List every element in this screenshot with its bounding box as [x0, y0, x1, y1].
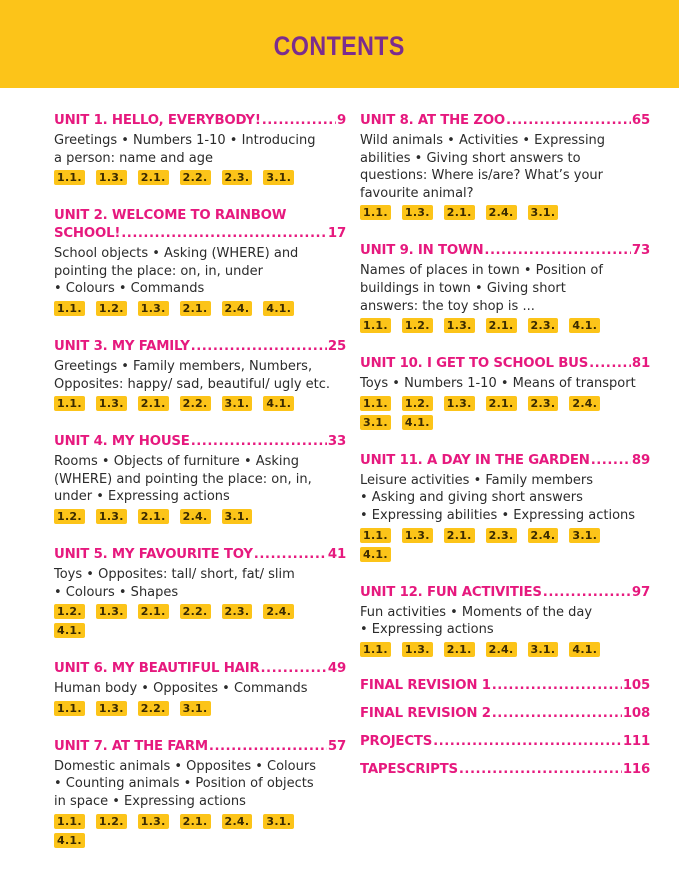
skill-tag: 2.4. — [180, 509, 211, 524]
unit-entry — [54, 546, 346, 642]
skill-tag: 1.2. — [54, 509, 85, 524]
unit-title-row — [54, 338, 346, 356]
final-entry — [360, 705, 650, 723]
description-line: • Colours • Shapes — [54, 584, 179, 600]
description-line: under • Expressing actions — [54, 489, 230, 505]
final-title[interactable] — [360, 677, 650, 695]
page-number: 49 — [327, 661, 346, 677]
final-title-row — [360, 733, 650, 751]
page-number: 111 — [622, 733, 650, 749]
unit-entry — [54, 338, 346, 415]
skill-tag: 2.1. — [138, 604, 169, 619]
unit-entry — [360, 584, 650, 661]
leader-dots — [433, 733, 622, 751]
skill-tag: 3.1. — [263, 814, 294, 829]
skill-tag: 2.2. — [138, 701, 169, 716]
unit-description — [360, 132, 650, 202]
unit-title-text: UNIT 8. AT THE ZOO — [360, 113, 506, 128]
unit-title[interactable] — [360, 112, 650, 130]
unit-entry — [360, 355, 650, 434]
skill-tag: 4.1. — [569, 318, 600, 333]
unit-title[interactable] — [54, 338, 346, 356]
header-banner — [0, 0, 679, 88]
skill-tags — [54, 170, 346, 189]
skill-tag: 2.3. — [486, 528, 517, 543]
final-title[interactable] — [360, 733, 650, 751]
page-title: CONTENTS — [273, 30, 406, 61]
skill-tag: 1.2. — [96, 814, 127, 829]
skill-tags — [360, 528, 650, 566]
unit-title-row — [54, 433, 346, 451]
skill-tag: 4.1. — [569, 642, 600, 657]
skill-tag: 1.2. — [96, 301, 127, 316]
unit-title-row — [54, 660, 346, 678]
skill-tag: 4.1. — [402, 415, 433, 430]
skill-tag: 4.1. — [54, 833, 85, 848]
final-title-row — [360, 677, 650, 695]
skill-tag: 2.1. — [444, 642, 475, 657]
description-line: • Colours • Commands — [54, 281, 205, 297]
skill-tag: 1.3. — [138, 814, 169, 829]
unit-entry — [54, 207, 346, 320]
leader-dots — [191, 433, 327, 451]
description-line: Domestic animals • Opposites • Colours — [54, 758, 316, 774]
page-number: 97 — [631, 584, 650, 600]
skill-tag: 2.4. — [528, 528, 559, 543]
description-line: School objects • Asking (WHERE) and — [54, 246, 299, 262]
skill-tags — [54, 604, 346, 642]
skill-tag: 2.4. — [263, 604, 294, 619]
unit-title-line: UNIT 2. WELCOME TO RAINBOW — [54, 208, 287, 224]
unit-description — [360, 472, 650, 525]
unit-title-row — [54, 225, 346, 243]
skill-tags — [360, 642, 650, 661]
page-number: 116 — [622, 761, 650, 777]
skill-tags — [54, 509, 346, 528]
skill-tag: 2.4. — [222, 814, 253, 829]
description-line: • Counting animals • Position of objects — [54, 776, 314, 792]
skill-tags — [54, 396, 346, 415]
unit-title-text: UNIT 7. AT THE FARM — [54, 738, 208, 754]
skill-tag: 3.1. — [528, 642, 559, 657]
skill-tag: 1.1. — [360, 205, 391, 220]
left-column — [54, 112, 346, 870]
unit-title[interactable] — [360, 452, 650, 470]
unit-title-text: UNIT 9. IN TOWN — [360, 243, 484, 259]
final-title[interactable] — [360, 761, 650, 779]
unit-entry — [360, 112, 650, 224]
skill-tag: 2.1. — [138, 509, 169, 524]
unit-title-row — [360, 584, 650, 602]
skill-tag: 1.3. — [402, 205, 433, 220]
final-title-text: FINAL REVISION 1 — [360, 677, 491, 693]
page-number: 81 — [631, 356, 650, 372]
page-number: 105 — [622, 677, 650, 693]
leader-dots — [492, 677, 622, 695]
unit-title-row — [54, 546, 346, 564]
description-line: Greetings • Family members, Numbers, — [54, 358, 313, 374]
unit-entry — [54, 112, 346, 189]
leader-dots — [484, 242, 631, 260]
right-column — [360, 112, 650, 789]
unit-title-text: UNIT 11. A DAY IN THE GARDEN — [360, 452, 590, 468]
leader-dots — [459, 761, 622, 779]
skill-tag: 4.1. — [263, 301, 294, 316]
page-number: 9 — [336, 113, 346, 128]
final-title-text: FINAL REVISION 2 — [360, 705, 491, 721]
leader-dots — [492, 705, 622, 723]
skill-tag: 2.1. — [486, 396, 517, 411]
description-line: buildings in town • Giving short — [360, 280, 566, 296]
skill-tag: 2.3. — [222, 170, 253, 185]
page-number: 108 — [622, 705, 650, 721]
unit-description — [54, 758, 346, 811]
skill-tags — [54, 814, 346, 852]
unit-title-text: UNIT 6. MY BEAUTIFUL HAIR — [54, 661, 260, 677]
final-title-text: TAPESCRIPTS — [360, 761, 458, 777]
description-line: abilities • Giving short answers to — [360, 150, 581, 166]
description-line: answers: the toy shop is ... — [360, 298, 535, 314]
skill-tag: 3.1. — [222, 509, 253, 524]
skill-tag: 3.1. — [360, 415, 391, 430]
unit-title[interactable] — [54, 738, 346, 756]
description-line: • Expressing abilities • Expressing actions — [360, 507, 636, 523]
unit-description — [54, 245, 346, 298]
skill-tag: 2.3. — [528, 396, 559, 411]
final-title[interactable] — [360, 705, 650, 723]
unit-description — [54, 680, 346, 698]
page-number: 89 — [631, 452, 650, 468]
unit-title[interactable] — [54, 546, 346, 564]
unit-description — [54, 358, 346, 393]
unit-title[interactable] — [54, 112, 346, 130]
skill-tags — [54, 701, 346, 720]
unit-description — [54, 566, 346, 601]
skill-tag: 1.3. — [96, 604, 127, 619]
description-line: Human body • Opposites • Commands — [54, 681, 308, 697]
skill-tag: 2.2. — [180, 170, 211, 185]
skill-tag: 1.2. — [402, 396, 433, 411]
unit-title-row — [360, 112, 650, 130]
skill-tag: 1.3. — [96, 509, 127, 524]
skill-tag: 2.4. — [486, 642, 517, 657]
skill-tag: 1.3. — [402, 642, 433, 657]
description-line: questions: Where is/are? What’s your — [360, 168, 603, 184]
leader-dots — [191, 338, 327, 356]
unit-title-text: UNIT 4. MY HOUSE — [54, 434, 190, 450]
skill-tags — [360, 318, 650, 337]
page-number: 41 — [327, 546, 346, 562]
skill-tag: 1.1. — [54, 814, 85, 829]
description-line: Names of places in town • Position of — [360, 263, 603, 279]
unit-entry — [360, 452, 650, 566]
unit-title-row — [54, 112, 346, 130]
unit-title[interactable] — [360, 355, 650, 373]
leader-dots — [262, 112, 336, 130]
final-entry — [360, 761, 650, 779]
skill-tag: 2.1. — [180, 814, 211, 829]
leader-dots — [254, 546, 327, 564]
skill-tag: 2.2. — [180, 396, 211, 411]
final-title-row — [360, 705, 650, 723]
skill-tag: 3.1. — [528, 205, 559, 220]
description-line: Rooms • Objects of furniture • Asking — [54, 454, 300, 470]
unit-entry — [54, 738, 346, 852]
skill-tags — [360, 396, 650, 434]
skill-tag: 4.1. — [54, 623, 85, 638]
unit-entry — [54, 433, 346, 528]
unit-title[interactable] — [360, 584, 650, 602]
skill-tag: 1.3. — [402, 528, 433, 543]
page-number: 25 — [327, 338, 346, 354]
final-entry — [360, 677, 650, 695]
final-entry — [360, 733, 650, 751]
unit-description — [360, 604, 650, 639]
skill-tag: 2.2. — [180, 604, 211, 619]
skill-tag: 4.1. — [263, 396, 294, 411]
skill-tag: 1.3. — [96, 701, 127, 716]
skill-tag: 3.1. — [569, 528, 600, 543]
skill-tag: 1.3. — [444, 396, 475, 411]
skill-tag: 2.4. — [222, 301, 253, 316]
unit-entry — [54, 660, 346, 720]
unit-title-row — [54, 738, 346, 756]
page-number: 73 — [631, 243, 650, 259]
description-line: Leisure activities • Family members — [360, 472, 594, 488]
unit-title-text: UNIT 10. I GET TO SCHOOL BUS — [360, 356, 589, 372]
skill-tag: 1.1. — [360, 528, 391, 543]
unit-title-text: UNIT 12. FUN ACTIVITIES — [360, 584, 542, 600]
skill-tag: 2.4. — [486, 205, 517, 220]
leader-dots — [121, 225, 327, 243]
skill-tag: 2.3. — [528, 318, 559, 333]
skill-tag: 1.1. — [54, 396, 85, 411]
skill-tags — [54, 301, 346, 320]
skill-tag: 2.1. — [486, 318, 517, 333]
leader-dots — [209, 738, 327, 756]
description-line: Wild animals • Activities • Expressing — [360, 133, 606, 148]
unit-title-row — [360, 242, 650, 260]
description-line: pointing the place: on, in, under — [54, 263, 263, 279]
skill-tag: 1.1. — [360, 318, 391, 333]
description-line: a person: name and age — [54, 150, 213, 166]
skill-tag: 3.1. — [222, 396, 253, 411]
skill-tag: 1.1. — [360, 642, 391, 657]
skill-tag: 1.2. — [54, 604, 85, 619]
page-number: 33 — [327, 434, 346, 450]
leader-dots — [261, 660, 327, 678]
skill-tag: 1.2. — [402, 318, 433, 333]
description-line: Toys • Opposites: tall/ short, fat/ slim — [54, 566, 295, 582]
leader-dots — [589, 355, 631, 373]
skill-tag: 1.3. — [96, 170, 127, 185]
skill-tags — [360, 205, 650, 224]
skill-tag: 2.3. — [222, 604, 253, 619]
unit-title[interactable] — [54, 207, 346, 243]
skill-tag: 1.3. — [444, 318, 475, 333]
unit-entry — [360, 242, 650, 337]
leader-dots — [591, 452, 631, 470]
skill-tag: 1.1. — [54, 701, 85, 716]
final-title-row — [360, 761, 650, 779]
skill-tag: 2.1. — [444, 528, 475, 543]
leader-dots — [506, 112, 631, 130]
skill-tag: 1.3. — [96, 396, 127, 411]
skill-tag: 2.1. — [138, 170, 169, 185]
description-line: Fun activities • Moments of the day — [360, 604, 593, 620]
unit-title-line: SCHOOL! — [54, 226, 121, 242]
page-number: 65 — [631, 113, 650, 128]
skill-tag: 2.1. — [138, 396, 169, 411]
description-line: in space • Expressing actions — [54, 793, 246, 809]
page-number: 17 — [327, 226, 346, 242]
unit-title-row — [360, 355, 650, 373]
skill-tag: 1.1. — [360, 396, 391, 411]
unit-description — [54, 453, 346, 506]
unit-title[interactable] — [54, 433, 346, 451]
page-number: 57 — [327, 738, 346, 754]
description-line: favourite animal? — [360, 185, 474, 201]
skill-tag: 1.1. — [54, 170, 85, 185]
skill-tag: 1.1. — [54, 301, 85, 316]
final-title-text: PROJECTS — [360, 733, 433, 749]
description-line: • Expressing actions — [360, 622, 494, 638]
unit-description — [360, 375, 650, 393]
skill-tag: 3.1. — [180, 701, 211, 716]
description-line: Toys • Numbers 1-10 • Means of transport — [360, 376, 636, 392]
unit-title-text: UNIT 3. MY FAMILY — [54, 338, 190, 354]
skill-tag: 3.1. — [263, 170, 294, 185]
description-line: (WHERE) and pointing the place: on, in, — [54, 471, 312, 487]
description-line: Greetings • Numbers 1-10 • Introducing — [54, 133, 316, 148]
description-line: • Asking and giving short answers — [360, 490, 583, 506]
unit-title-row — [360, 452, 650, 470]
skill-tag: 4.1. — [360, 547, 391, 562]
unit-title[interactable] — [54, 660, 346, 678]
unit-description — [54, 132, 346, 167]
leader-dots — [543, 584, 631, 602]
skill-tag: 1.3. — [138, 301, 169, 316]
unit-title[interactable] — [360, 242, 650, 260]
skill-tag: 2.1. — [180, 301, 211, 316]
unit-title-text: UNIT 1. HELLO, EVERYBODY! — [54, 113, 261, 128]
unit-title-text: UNIT 5. MY FAVOURITE TOY — [54, 546, 253, 562]
skill-tag: 2.4. — [569, 396, 600, 411]
skill-tag: 2.1. — [444, 205, 475, 220]
description-line: Opposites: happy/ sad, beautiful/ ugly etc. — [54, 376, 331, 392]
unit-description — [360, 262, 650, 315]
